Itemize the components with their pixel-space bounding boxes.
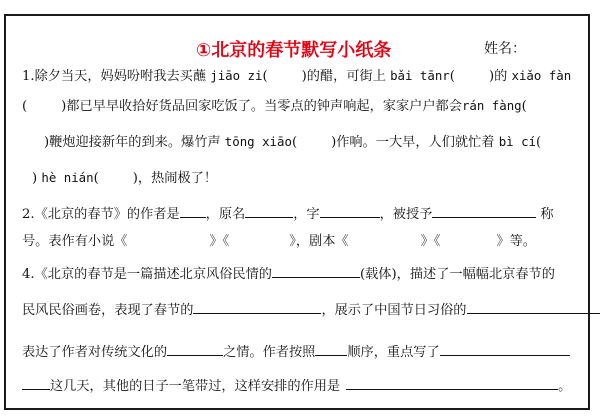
q4-blank-custom[interactable]: [467, 300, 600, 314]
q4-line-2: [22, 300, 600, 321]
q1-paren-open: (: [449, 69, 455, 84]
q2-text-e: 称: [540, 207, 554, 222]
q2-text-h: 》，剧本《: [289, 234, 349, 249]
q1-pinyin-tongxiao: tōng xiāo: [224, 134, 292, 149]
q2-text-d: ，被授予: [379, 207, 433, 222]
q2-text-b: ，原名: [205, 207, 246, 222]
q1-line-2: [22, 96, 527, 117]
q1-text-e: )的: [488, 69, 508, 84]
q4-text-i: 。: [558, 379, 572, 394]
q4-text-h: 这几天，其他的日子一笔带过，这样安排的作用是: [50, 379, 341, 394]
q2-text-i: 》《: [420, 234, 441, 249]
q1-paren-open: (: [536, 135, 542, 150]
q1-text-c: )的醋，可街上: [301, 69, 386, 84]
q4-text-a: 4.《北京的春节是一篇描述北京风俗民情的: [22, 267, 272, 282]
q1-text-i: )鞭炮迎接新年的到来。爆竹声: [44, 135, 221, 150]
q1-pinyin-baitanr: bǎi tānr: [390, 68, 450, 83]
q2-text-j: 》等。: [496, 234, 536, 249]
q1-pinyin-xiaofan: xiǎo fàn: [511, 68, 572, 83]
q2-text-f: 号。表作有小说《: [22, 234, 128, 249]
name-label: 姓名：: [484, 41, 526, 57]
q4-blank-focus-days[interactable]: [440, 342, 570, 356]
q2-blank-honor[interactable]: [432, 204, 536, 218]
q4-text-f: 之情。作者按照: [223, 345, 316, 360]
q4-text-g: 顺序，重点写了: [347, 345, 440, 360]
q1-text-k: )作响。一大早，人们就忙着: [331, 135, 495, 150]
q1-paren-open: (: [262, 69, 268, 84]
q1-text-g: )都已早早收拾好货品回家吃饭了。当零点的钟声响起，家家户户都会: [61, 99, 462, 114]
q4-text-d: ，展示了中国节日习俗的: [321, 303, 467, 318]
q4-blank-emotion[interactable]: [167, 342, 223, 356]
q2-line-2: [22, 232, 536, 252]
q1-line-3: [22, 132, 541, 153]
q1-paren-open: (: [291, 135, 298, 150]
q4-line-4: [22, 376, 571, 397]
q1-line-4: [22, 168, 217, 189]
q1-paren-open: (: [93, 171, 99, 186]
q1-line-1: [22, 66, 571, 87]
q4-blank-focus-days-cont[interactable]: [22, 376, 50, 390]
q1-text-o: )，热闹极了！: [132, 171, 218, 186]
q2-blank-author[interactable]: [180, 204, 206, 218]
q1-paren-open: (: [521, 99, 527, 114]
q1-pinyin-jiaozi: jiāo zi: [210, 68, 263, 83]
q1-paren-open: (: [22, 99, 28, 114]
q4-line-3: [22, 342, 570, 363]
q4-text-b: (载体)，描述了一幅幅北京春节的: [359, 267, 555, 282]
q2-text-c: ，字: [293, 207, 320, 222]
q4-blank-purpose[interactable]: [346, 376, 558, 390]
q1-pinyin-henian: hè nián: [41, 170, 94, 185]
q1-text-a: 1.除夕当天，妈妈吩咐我去买蘸: [22, 69, 207, 84]
q4-blank-feature[interactable]: [193, 300, 321, 314]
q4-line-1: [22, 264, 555, 285]
q1-pinyin-ranfang: rán fàng: [461, 98, 522, 113]
q2-text-a: 2.《北京的春节》的作者是: [22, 207, 180, 222]
q4-text-e: 表达了作者对传统文化的: [22, 345, 168, 360]
q4-blank-order[interactable]: [315, 342, 347, 356]
page-title: ①北京的春节默写小纸条: [196, 40, 392, 61]
q2-text-g: 》《: [209, 234, 230, 249]
q2-blank-original-name[interactable]: [245, 204, 293, 218]
q2-line-1: [22, 204, 554, 225]
q2-blank-courtesy-name[interactable]: [320, 204, 380, 218]
q1-pinyin-bici: bì cí: [498, 134, 537, 149]
q1-paren-close: ): [32, 171, 38, 186]
q4-text-c: 民风民俗画卷，表现了春节的: [22, 303, 194, 318]
q4-blank-genre[interactable]: [272, 264, 360, 278]
